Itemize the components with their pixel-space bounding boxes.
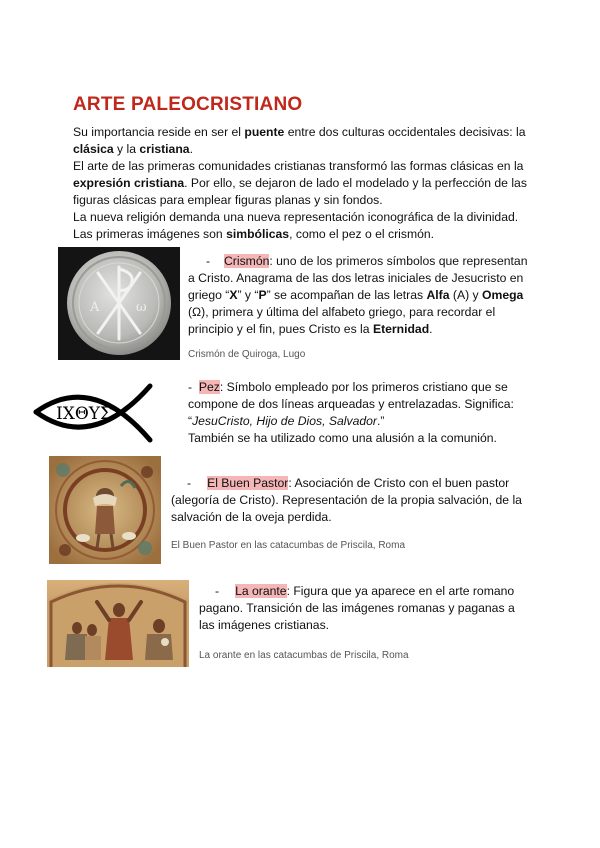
buen-pastor-text: - El Buen Pastor: Asociación de Cristo con el buen pastor (alegoría de Cristo). Representación de la propia salvación, de la salvación de la oveja perdida. xyxy=(171,476,522,524)
pez-text: - Pez: Símbolo empleado por los primeros cristiano que se compone de dos líneas arqueadas y entrelazadas. Significa: “JesuCristo, Hijo de Dios, Salvador.” También se ha utilizado como una alusión a la comunión. xyxy=(188,380,514,445)
buen-pastor-image xyxy=(49,456,161,564)
intro-section xyxy=(73,124,533,243)
crismon-caption: Crismón de Quiroga, Lugo xyxy=(188,349,306,360)
svg-text:ω: ω xyxy=(136,300,147,315)
page-title: ARTE PALEOCRISTIANO xyxy=(73,94,303,115)
intro-paragraph-3: La nueva religión demanda una nueva representación iconográfica de la divinidad. Las primeras imágenes son simbólicas, como el pez o el crismón. xyxy=(73,210,519,241)
buen-pastor-term: El Buen Pastor xyxy=(207,476,289,490)
pez-term: Pez xyxy=(198,380,220,394)
orante-term: La orante xyxy=(235,584,287,598)
crismon-image xyxy=(58,247,180,360)
crismon-text: - Crismón: uno de los primeros símbolos que representan a Cristo. Anagrama de las dos letras iniciales de Jesucristo en griego “X” y “P” se acompañan de las letras Alfa (A) y Omega (Ω), primera y última del alfabeto griego, para recordar el principio y el fin, pues Cristo es la Eternidad. xyxy=(188,254,528,336)
orante-image xyxy=(47,580,189,667)
intro-paragraph-1: Su importancia reside en ser el puente entre dos culturas occidentales decisivas: la clásica y la cristiana. xyxy=(73,125,526,156)
orante-caption: La orante en las catacumbas de Priscila, Roma xyxy=(199,650,409,661)
buen-pastor-caption: El Buen Pastor en las catacumbas de Priscila, Roma xyxy=(171,540,405,551)
intro-paragraph-2: El arte de las primeras comunidades cristianas transformó las formas clásicas en la expresión cristiana. Por ello, se dejaron de lado el modelado y la perfección de las figuras clásicas para emplear figuras planas y sin fondos. xyxy=(73,159,527,207)
ichthys-letters: ΙΧΘΥΣ xyxy=(56,404,112,424)
orante-text: - La orante: Figura que ya aparece en el arte romano pagano. Transición de las imágenes romanas y paganas a las imágenes cristianas. xyxy=(199,584,515,632)
crismon-term: Crismón xyxy=(224,254,270,268)
svg-text:A: A xyxy=(90,300,100,315)
ichthys-image xyxy=(32,378,180,454)
